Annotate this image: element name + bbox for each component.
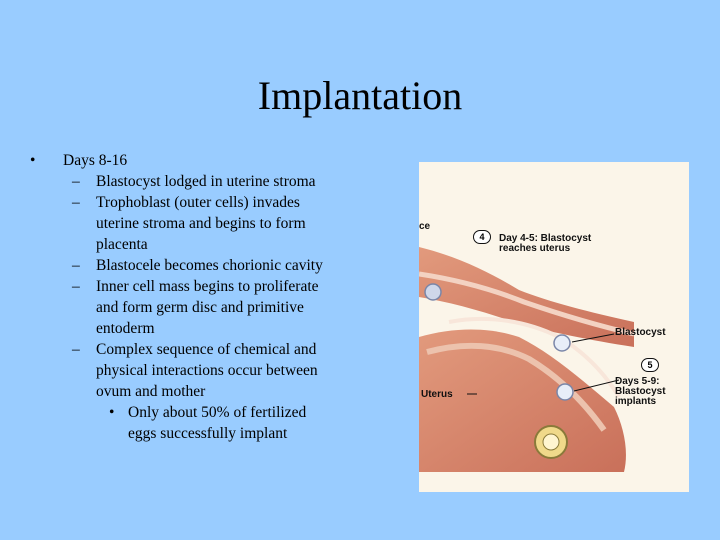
- dash-mark: –: [72, 257, 80, 274]
- uterus-label: Uterus: [421, 389, 453, 400]
- bullet-mark: •: [30, 152, 36, 169]
- blastocyst-label: Blastocyst: [615, 327, 666, 338]
- sub-sub-bullet-text: Only about 50% of fertilized eggs successfully implant: [128, 404, 307, 442]
- step-5-label: Days 5-9: Blastocyst implants: [615, 376, 666, 407]
- dash-mark: –: [72, 341, 80, 358]
- dash-mark: –: [72, 278, 80, 295]
- sub-bullet-text: Inner cell mass begins to proliferate and form germ disc and primitive entoderm: [96, 278, 319, 337]
- main-bullet: [30, 150, 330, 171]
- sub-bullet: [30, 192, 330, 255]
- blastocyst-implanting: [557, 384, 573, 400]
- sub-bullet-text: Trophoblast (outer cells) invades uterine stroma and begins to form placenta: [96, 194, 306, 253]
- sub-bullet-text: Complex sequence of chemical and physical interactions occur between ovum and mother: [96, 341, 318, 400]
- bullet-mark: •: [109, 404, 115, 421]
- dash-mark: –: [72, 194, 80, 211]
- sub-bullet-text: Blastocele becomes chorionic cavity: [96, 257, 323, 274]
- main-bullet-text: Days 8-16: [63, 152, 128, 169]
- dash-mark: –: [72, 173, 80, 190]
- bullet-list: [30, 150, 330, 444]
- slide-title: Implantation: [257, 73, 463, 118]
- uterine-wall: [419, 330, 626, 473]
- step-4-label: Day 4-5: Blastocyst reaches uterus: [499, 233, 592, 254]
- step-5-badge: 5: [641, 358, 659, 372]
- sub-bullet: [30, 276, 330, 339]
- partial-label: ce: [419, 221, 431, 232]
- sub-bullet: [30, 339, 330, 402]
- implantation-illustration: [419, 162, 689, 492]
- step-4-badge: 4: [473, 230, 491, 244]
- sub-bullet: [30, 255, 330, 276]
- blastocyst-tube: [425, 284, 441, 300]
- sub-sub-bullet: [30, 402, 330, 444]
- sub-bullet: [30, 171, 330, 192]
- blastocyst-lumen: [554, 335, 570, 351]
- sub-bullet-text: Blastocyst lodged in uterine stroma: [96, 173, 316, 190]
